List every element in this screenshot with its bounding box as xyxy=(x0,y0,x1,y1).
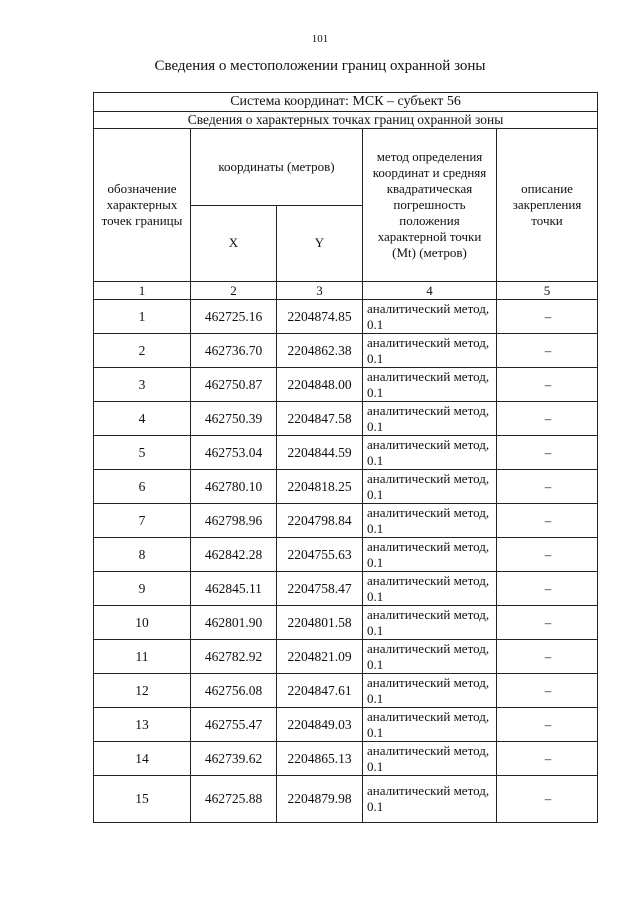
point-number-cell: 13 xyxy=(94,708,191,742)
table-row xyxy=(94,300,598,334)
y-coordinate-cell: 2204798.84 xyxy=(277,504,363,538)
method-cell: аналитический метод, 0.1 xyxy=(363,538,497,572)
method-cell: аналитический метод, 0.1 xyxy=(363,640,497,674)
description-cell: – xyxy=(497,300,598,334)
x-coordinate-cell: 462753.04 xyxy=(191,436,277,470)
coordinate-system-banner: Система координат: МСК – субъект 56 xyxy=(94,93,598,112)
header-coordinates: координаты (метров) xyxy=(191,129,363,206)
point-number-cell: 12 xyxy=(94,674,191,708)
table-row xyxy=(94,436,598,470)
point-number-cell: 10 xyxy=(94,606,191,640)
method-cell: аналитический метод, 0.1 xyxy=(363,742,497,776)
x-coordinate-cell: 462782.92 xyxy=(191,640,277,674)
table-row xyxy=(94,470,598,504)
table-row xyxy=(94,606,598,640)
method-cell: аналитический метод, 0.1 xyxy=(363,402,497,436)
point-number-cell: 4 xyxy=(94,402,191,436)
description-cell: – xyxy=(497,504,598,538)
table-row xyxy=(94,708,598,742)
y-coordinate-cell: 2204849.03 xyxy=(277,708,363,742)
table-row xyxy=(94,640,598,674)
column-number: 2 xyxy=(191,282,277,300)
method-cell: аналитический метод, 0.1 xyxy=(363,776,497,823)
point-number-cell: 6 xyxy=(94,470,191,504)
x-coordinate-cell: 462798.96 xyxy=(191,504,277,538)
point-number-cell: 9 xyxy=(94,572,191,606)
banner-row-system xyxy=(94,93,598,112)
method-cell: аналитический метод, 0.1 xyxy=(363,470,497,504)
point-number-cell: 15 xyxy=(94,776,191,823)
y-coordinate-cell: 2204874.85 xyxy=(277,300,363,334)
x-coordinate-cell: 462725.88 xyxy=(191,776,277,823)
x-coordinate-cell: 462750.39 xyxy=(191,402,277,436)
method-cell: аналитический метод, 0.1 xyxy=(363,674,497,708)
description-cell: – xyxy=(497,640,598,674)
header-y: Y xyxy=(277,205,363,282)
description-cell: – xyxy=(497,470,598,504)
description-cell: – xyxy=(497,572,598,606)
column-number: 5 xyxy=(497,282,598,300)
point-number-cell: 2 xyxy=(94,334,191,368)
x-coordinate-cell: 462756.08 xyxy=(191,674,277,708)
description-cell: – xyxy=(497,402,598,436)
x-coordinate-cell: 462739.62 xyxy=(191,742,277,776)
y-coordinate-cell: 2204865.13 xyxy=(277,742,363,776)
point-number-cell: 14 xyxy=(94,742,191,776)
banner-row-points xyxy=(94,112,598,129)
point-number-cell: 3 xyxy=(94,368,191,402)
method-cell: аналитический метод, 0.1 xyxy=(363,572,497,606)
y-coordinate-cell: 2204879.98 xyxy=(277,776,363,823)
table-row xyxy=(94,674,598,708)
page-number: 101 xyxy=(311,33,329,45)
x-coordinate-cell: 462845.11 xyxy=(191,572,277,606)
description-cell: – xyxy=(497,436,598,470)
y-coordinate-cell: 2204818.25 xyxy=(277,470,363,504)
x-coordinate-cell: 462755.47 xyxy=(191,708,277,742)
column-number: 3 xyxy=(277,282,363,300)
point-number-cell: 7 xyxy=(94,504,191,538)
method-cell: аналитический метод, 0.1 xyxy=(363,504,497,538)
x-coordinate-cell: 462842.28 xyxy=(191,538,277,572)
header-row xyxy=(94,129,598,206)
table-row xyxy=(94,776,598,823)
x-coordinate-cell: 462780.10 xyxy=(191,470,277,504)
description-cell: – xyxy=(497,776,598,823)
boundary-points-table xyxy=(93,92,598,823)
x-coordinate-cell: 462750.87 xyxy=(191,368,277,402)
y-coordinate-cell: 2204847.61 xyxy=(277,674,363,708)
y-coordinate-cell: 2204847.58 xyxy=(277,402,363,436)
y-coordinate-cell: 2204801.58 xyxy=(277,606,363,640)
method-cell: аналитический метод, 0.1 xyxy=(363,334,497,368)
description-cell: – xyxy=(497,368,598,402)
table-row xyxy=(94,368,598,402)
table-row xyxy=(94,538,598,572)
table-row xyxy=(94,742,598,776)
column-number: 4 xyxy=(363,282,497,300)
header-point-designation: обозначение характерных точек границы xyxy=(94,129,191,282)
point-number-cell: 5 xyxy=(94,436,191,470)
y-coordinate-cell: 2204755.63 xyxy=(277,538,363,572)
method-cell: аналитический метод, 0.1 xyxy=(363,606,497,640)
description-cell: – xyxy=(497,708,598,742)
description-cell: – xyxy=(497,538,598,572)
header-x: X xyxy=(191,205,277,282)
y-coordinate-cell: 2204821.09 xyxy=(277,640,363,674)
document-title: Сведения о местоположении границ охранной зоны xyxy=(154,58,486,74)
method-cell: аналитический метод, 0.1 xyxy=(363,708,497,742)
method-cell: аналитический метод, 0.1 xyxy=(363,368,497,402)
column-number: 1 xyxy=(94,282,191,300)
point-number-cell: 11 xyxy=(94,640,191,674)
y-coordinate-cell: 2204862.38 xyxy=(277,334,363,368)
method-cell: аналитический метод, 0.1 xyxy=(363,436,497,470)
x-coordinate-cell: 462801.90 xyxy=(191,606,277,640)
description-cell: – xyxy=(497,334,598,368)
column-number-row xyxy=(94,282,598,300)
x-coordinate-cell: 462736.70 xyxy=(191,334,277,368)
header-description: описание закрепления точки xyxy=(497,129,598,282)
table-row xyxy=(94,504,598,538)
points-info-banner: Сведения о характерных точках границ охранной зоны xyxy=(94,112,598,129)
point-number-cell: 8 xyxy=(94,538,191,572)
x-coordinate-cell: 462725.16 xyxy=(191,300,277,334)
y-coordinate-cell: 2204758.47 xyxy=(277,572,363,606)
description-cell: – xyxy=(497,606,598,640)
description-cell: – xyxy=(497,742,598,776)
table-row xyxy=(94,402,598,436)
method-cell: аналитический метод, 0.1 xyxy=(363,300,497,334)
description-cell: – xyxy=(497,674,598,708)
y-coordinate-cell: 2204844.59 xyxy=(277,436,363,470)
point-number-cell: 1 xyxy=(94,300,191,334)
header-method: метод определения координат и средняя квадратическая погрешность положения характерной точки (Мt) (метров) xyxy=(363,129,497,282)
y-coordinate-cell: 2204848.00 xyxy=(277,368,363,402)
table-row xyxy=(94,334,598,368)
table-row xyxy=(94,572,598,606)
